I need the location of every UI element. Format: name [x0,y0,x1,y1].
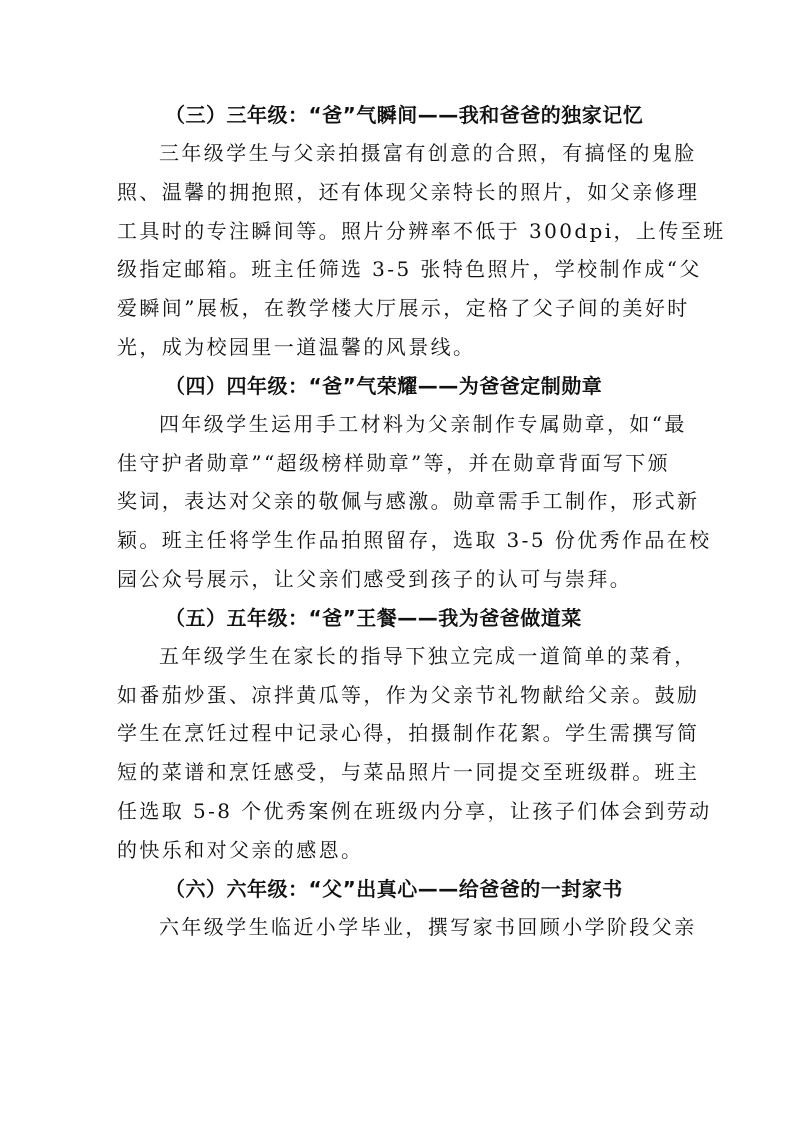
paragraph-line: 三年级学生与父亲拍摄富有创意的合照，有搞怪的鬼脸 [159,141,697,165]
section-heading-grade-6: （六）六年级：“父”出真心——给爸爸的一封家书 [165,876,623,901]
paragraph-line: 佳守护者勋章”“超级榜样勋章”等，并在勋章背面写下颁 [117,450,671,475]
paragraph-line: 六年级学生临近小学毕业，撰写家书回顾小学阶段父亲 [159,914,697,939]
paragraph-line: 颖。班主任将学生作品拍照留存，选取 3-5 份优秀作品在校 [117,528,712,553]
paragraph-line: 爱瞬间”展板，在教学楼大厅展示，定格了父子间的美好时 [117,296,690,321]
paragraph-line: 奖词，表达对父亲的敬佩与感激。勋章需手工制作，形式新 [117,489,700,514]
section-heading-grade-5: （五）五年级：“爸”王餐——我为爸爸做道菜 [165,605,582,630]
paragraph-line: 工具时的专注瞬间等。照片分辨率不低于 300dpi，上传至班 [117,218,726,243]
paragraph-line: 级指定邮箱。班主任筛选 3-5 张特色照片，学校制作成“父 [117,257,702,282]
paragraph-line: 光，成为校园里一道温馨的风景线。 [117,334,476,359]
paragraph-grade-5 [117,637,712,870]
paragraph-grade-3 [117,134,726,367]
section-heading-grade-3: （三）三年级：“爸”气瞬间——我和爸爸的独家记忆 [165,103,644,127]
paragraph-line: 照、温馨的拥抱照，还有体现父亲特长的照片，如父亲修理 [117,179,700,204]
paragraph-line: 园公众号展示，让父亲们感受到孩子的认可与崇拜。 [117,566,633,591]
document-body [117,96,726,946]
paragraph-line: 五年级学生在家长的指导下独立完成一道简单的菜肴， [159,643,697,668]
paragraph-grade-6 [117,908,697,947]
paragraph-line: 如番茄炒蛋、凉拌黄瓜等，作为父亲节礼物献给父亲。鼓励 [117,682,700,707]
section-heading-grade-4: （四）四年级：“爸”气荣耀——为爸爸定制勋章 [165,373,603,398]
paragraph-line: 学生在烹饪过程中记录心得，拍摄制作花絮。学生需撰写简 [117,721,700,746]
paragraph-line: 短的菜谱和烹饪感受，与菜品照片一同提交至班级群。班主 [117,760,700,785]
paragraph-line: 四年级学生运用手工材料为父亲制作专属勋章，如“最 [159,411,687,436]
paragraph-line: 的快乐和对父亲的感恩。 [117,837,364,862]
paragraph-grade-4 [117,405,712,599]
paragraph-line: 任选取 5-8 个优秀案例在班级内分享，让孩子们体会到劳动 [117,798,712,823]
